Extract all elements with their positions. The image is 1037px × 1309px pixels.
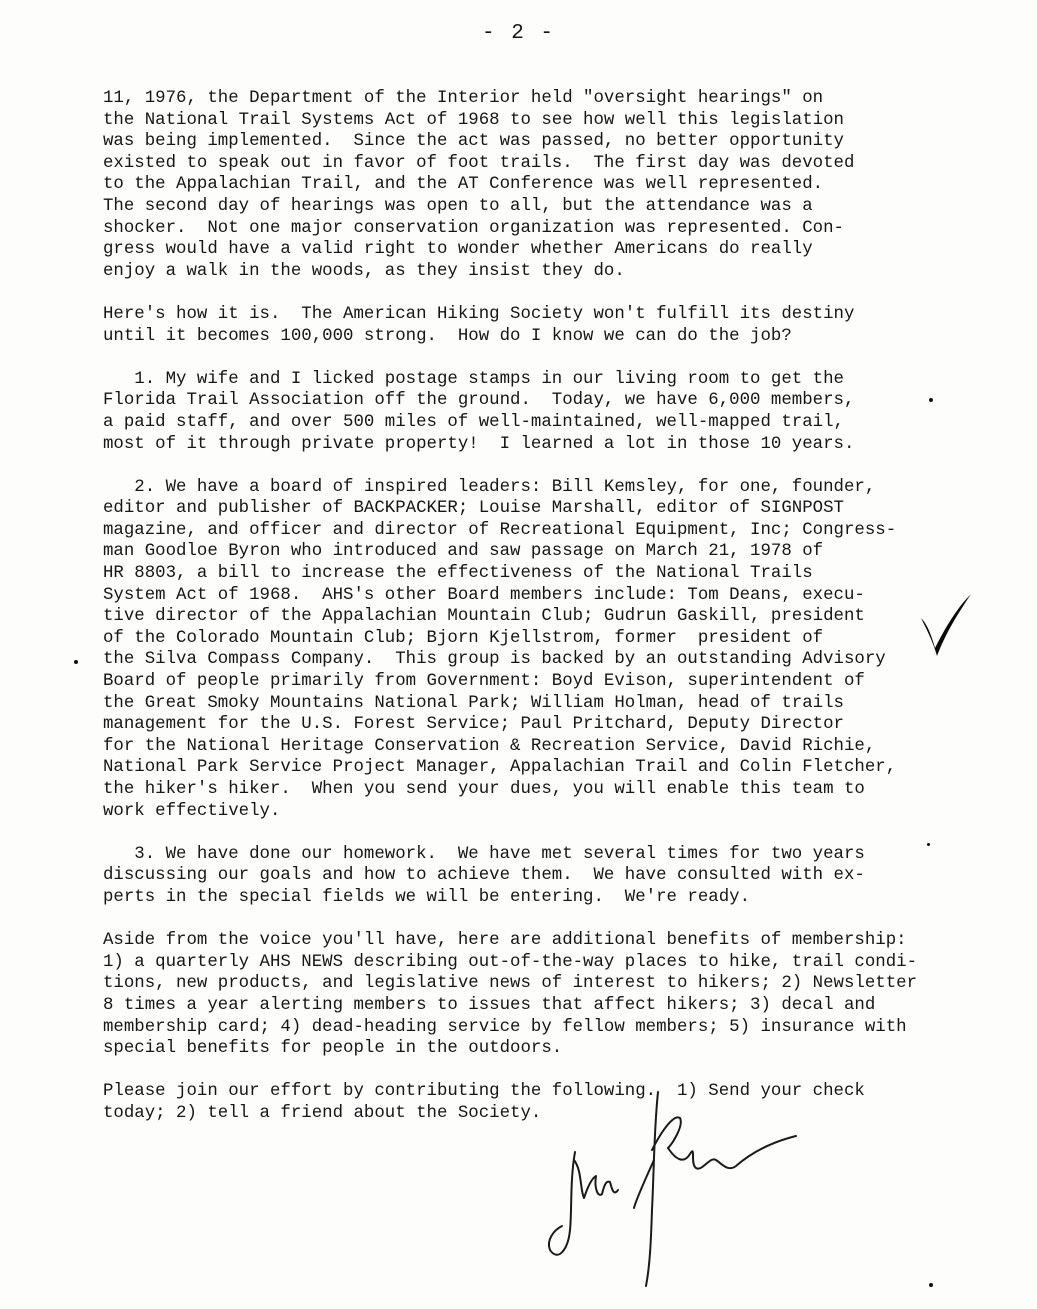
page-number: - 2 - — [481, 22, 555, 45]
text-line: work effectively. — [103, 801, 281, 821]
paragraph-hearings — [103, 88, 983, 282]
text-line: System Act of 1968. AHS's other Board members include: Tom Deans, execu- — [103, 585, 865, 605]
text-line: The second day of hearings was open to all, but the attendance was a — [103, 196, 813, 216]
text-line: Aside from the voice you'll have, here are additional benefits of membership: — [103, 931, 907, 951]
text-line: the hiker's hiker. When you send your dues, you will enable this team to — [103, 780, 865, 799]
paragraph-gap — [103, 822, 983, 844]
text-line: HR 8803, a bill to increase the effectiveness of the National Trails — [103, 564, 813, 584]
paragraph-point-1 — [103, 369, 983, 455]
paragraph-point-2 — [103, 477, 983, 823]
text-line: special benefits for people in the outdoors. — [103, 1039, 563, 1059]
paragraph-how-it-is — [103, 304, 983, 347]
text-line: discussing our goals and how to achieve them. We have consulted with ex- — [103, 866, 865, 886]
paragraph-gap — [103, 282, 983, 304]
paragraph-gap — [103, 909, 983, 931]
text-line: magazine, and officer and director of Recreational Equipment, Inc; Congress- — [103, 520, 897, 540]
check-mark-icon — [915, 590, 975, 660]
text-line: 8 times a year alerting members to issues that affect hikers; 3) decal and — [103, 995, 876, 1015]
text-line: Please join our effort by contributing the following. 1) Send your check — [103, 1082, 865, 1102]
text-line: 2. We have a board of inspired leaders: Bill Kemsley, for one, founder, — [103, 477, 876, 497]
text-line: Board of people primarily from Government: Boyd Evison, superintendent of — [103, 672, 865, 692]
text-line: to the Appalachian Trail, and the AT Conference was well represented. — [103, 175, 824, 195]
text-line: most of it through private property! I learned a lot in those 10 years. — [103, 434, 855, 454]
text-line: perts in the special fields we will be entering. We're ready. — [103, 887, 751, 907]
text-line: of the Colorado Mountain Club; Bjorn Kjellstrom, former president of — [103, 628, 824, 648]
text-line: existed to speak out in favor of foot trails. The first day was devoted — [103, 153, 855, 173]
text-line: membership card; 4) dead-heading service by fellow members; 5) insurance with — [103, 1017, 907, 1037]
text-line: enjoy a walk in the woods, as they insist they do. — [103, 261, 625, 281]
text-line: management for the U.S. Forest Service; Paul Pritchard, Deputy Director — [103, 715, 844, 735]
text-line: the Great Smoky Mountains National Park; William Holman, head of trails — [103, 693, 844, 713]
paragraph-point-3 — [103, 844, 983, 909]
text-line: the Silva Compass Company. This group is backed by an outstanding Advisory — [103, 650, 886, 670]
text-line: a paid staff, and over 500 miles of well-maintained, well-mapped trail, — [103, 412, 844, 432]
text-line: National Park Service Project Manager, Appalachian Trail and Colin Fletcher, — [103, 758, 897, 778]
text-line: until it becomes 100,000 strong. How do I know we can do the job? — [103, 326, 792, 346]
text-line: 1. My wife and I licked postage stamps in our living room to get the — [103, 369, 844, 389]
ink-speck — [929, 398, 933, 402]
text-line: shocker. Not one major conservation organization was represented. Con- — [103, 218, 844, 238]
ink-speck — [927, 843, 930, 846]
text-line: Florida Trail Association off the ground. Today, we have 6,000 members, — [103, 391, 855, 411]
paragraph-gap — [103, 347, 983, 369]
text-line: editor and publisher of BACKPACKER; Louise Marshall, editor of SIGNPOST — [103, 499, 844, 519]
text-line: today; 2) tell a friend about the Society. — [103, 1103, 542, 1123]
signature-icon — [540, 1090, 800, 1290]
paragraph-gap — [103, 455, 983, 477]
ink-speck — [74, 660, 78, 664]
text-line: tions, new products, and legislative news of interest to hikers; 2) Newsletter — [103, 974, 918, 994]
letter-body — [103, 88, 983, 1125]
text-line: for the National Heritage Conservation & Recreation Service, David Richie, — [103, 736, 876, 756]
text-line: was being implemented. Since the act was passed, no better opportunity — [103, 132, 844, 152]
text-line: Here's how it is. The American Hiking Society won't fulfill its destiny — [103, 304, 855, 324]
text-line: tive director of the Appalachian Mountain Club; Gudrun Gaskill, president — [103, 607, 865, 627]
ink-speck — [929, 1283, 933, 1287]
text-line: 11, 1976, the Department of the Interior held "oversight hearings" on — [103, 89, 824, 108]
text-line: 3. We have done our homework. We have met several times for two years — [103, 844, 865, 864]
text-line: 1) a quarterly AHS NEWS describing out-of-the-way places to hike, trail condi- — [103, 952, 918, 972]
paragraph-gap — [103, 1060, 983, 1082]
text-line: man Goodloe Byron who introduced and saw passage on March 21, 1978 of — [103, 542, 824, 562]
text-line: the National Trail Systems Act of 1968 to see how well this legislation — [103, 110, 844, 130]
text-line: gress would have a valid right to wonder whether Americans do really — [103, 240, 813, 260]
paragraph-benefits — [103, 930, 983, 1060]
